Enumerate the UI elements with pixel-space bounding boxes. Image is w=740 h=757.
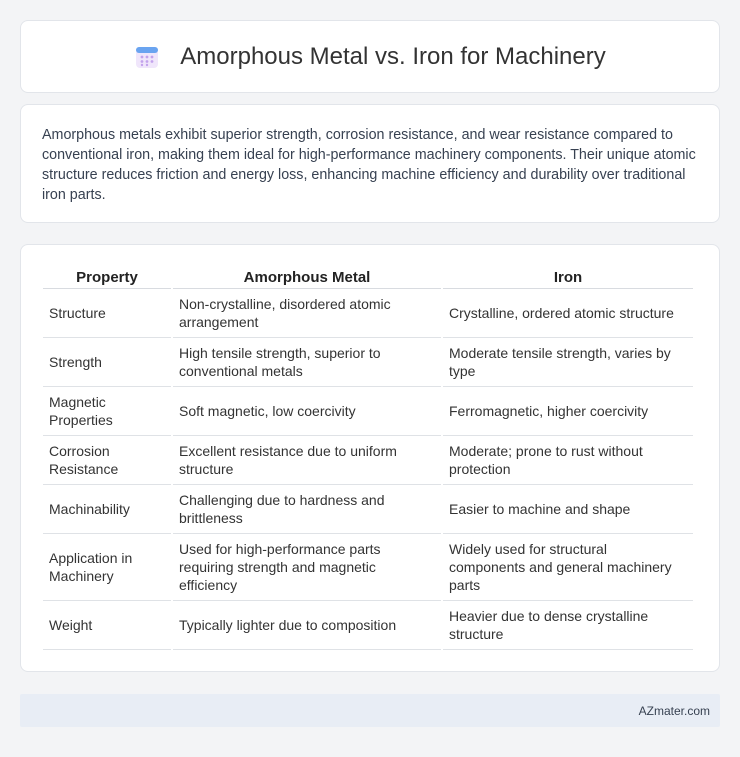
table-row bbox=[43, 338, 693, 387]
property-cell: Machinability bbox=[43, 485, 171, 534]
property-cell: Application in Machinery bbox=[43, 534, 171, 601]
table-row bbox=[43, 485, 693, 534]
table-row bbox=[43, 601, 693, 650]
footer bbox=[20, 694, 720, 727]
table-row bbox=[43, 436, 693, 485]
summary-card bbox=[20, 104, 720, 223]
property-cell: Structure bbox=[43, 289, 171, 338]
property-cell: Weight bbox=[43, 601, 171, 650]
amorphous-cell: Typically lighter due to composition bbox=[173, 601, 441, 650]
iron-cell: Ferromagnetic, higher coercivity bbox=[443, 387, 693, 436]
amorphous-cell: High tensile strength, superior to conventional metals bbox=[173, 338, 441, 387]
amorphous-cell: Soft magnetic, low coercivity bbox=[173, 387, 441, 436]
iron-cell: Widely used for structural components and general machinery parts bbox=[443, 534, 693, 601]
comparison-table-card bbox=[20, 244, 720, 672]
amorphous-cell: Non-crystalline, disordered atomic arrangement bbox=[173, 289, 441, 338]
iron-cell: Easier to machine and shape bbox=[443, 485, 693, 534]
property-cell: Strength bbox=[43, 338, 171, 387]
iron-cell: Crystalline, ordered atomic structure bbox=[443, 289, 693, 338]
iron-cell: Moderate tensile strength, varies by type bbox=[443, 338, 693, 387]
table-row bbox=[43, 534, 693, 601]
property-cell: Magnetic Properties bbox=[43, 387, 171, 436]
amorphous-cell: Challenging due to hardness and brittleness bbox=[173, 485, 441, 534]
title-card bbox=[20, 20, 720, 93]
header-property: Property bbox=[43, 263, 171, 289]
amorphous-cell: Used for high-performance parts requiring strength and magnetic efficiency bbox=[173, 534, 441, 601]
page-title: Amorphous Metal vs. Iron for Machinery bbox=[180, 42, 606, 70]
property-cell: Corrosion Resistance bbox=[43, 436, 171, 485]
iron-cell: Moderate; prone to rust without protection bbox=[443, 436, 693, 485]
header-amorphous-metal: Amorphous Metal bbox=[173, 263, 441, 289]
calendar-icon bbox=[134, 44, 160, 70]
iron-cell: Heavier due to dense crystalline structure bbox=[443, 601, 693, 650]
table-header-row bbox=[43, 263, 693, 289]
table-row bbox=[43, 387, 693, 436]
summary-text: Amorphous metals exhibit superior strength, corrosion resistance, and wear resistance compared to conventional iron, making them ideal for high-performance machinery components. Their unique atomic structure reduces friction and energy loss, enhancing machine efficiency and durability over traditional iron parts. bbox=[42, 127, 696, 203]
amorphous-cell: Excellent resistance due to uniform structure bbox=[173, 436, 441, 485]
footer-brand[interactable]: AZmater.com bbox=[638, 703, 710, 718]
table-row bbox=[43, 289, 693, 338]
header-iron: Iron bbox=[443, 263, 693, 289]
comparison-table bbox=[41, 263, 695, 650]
